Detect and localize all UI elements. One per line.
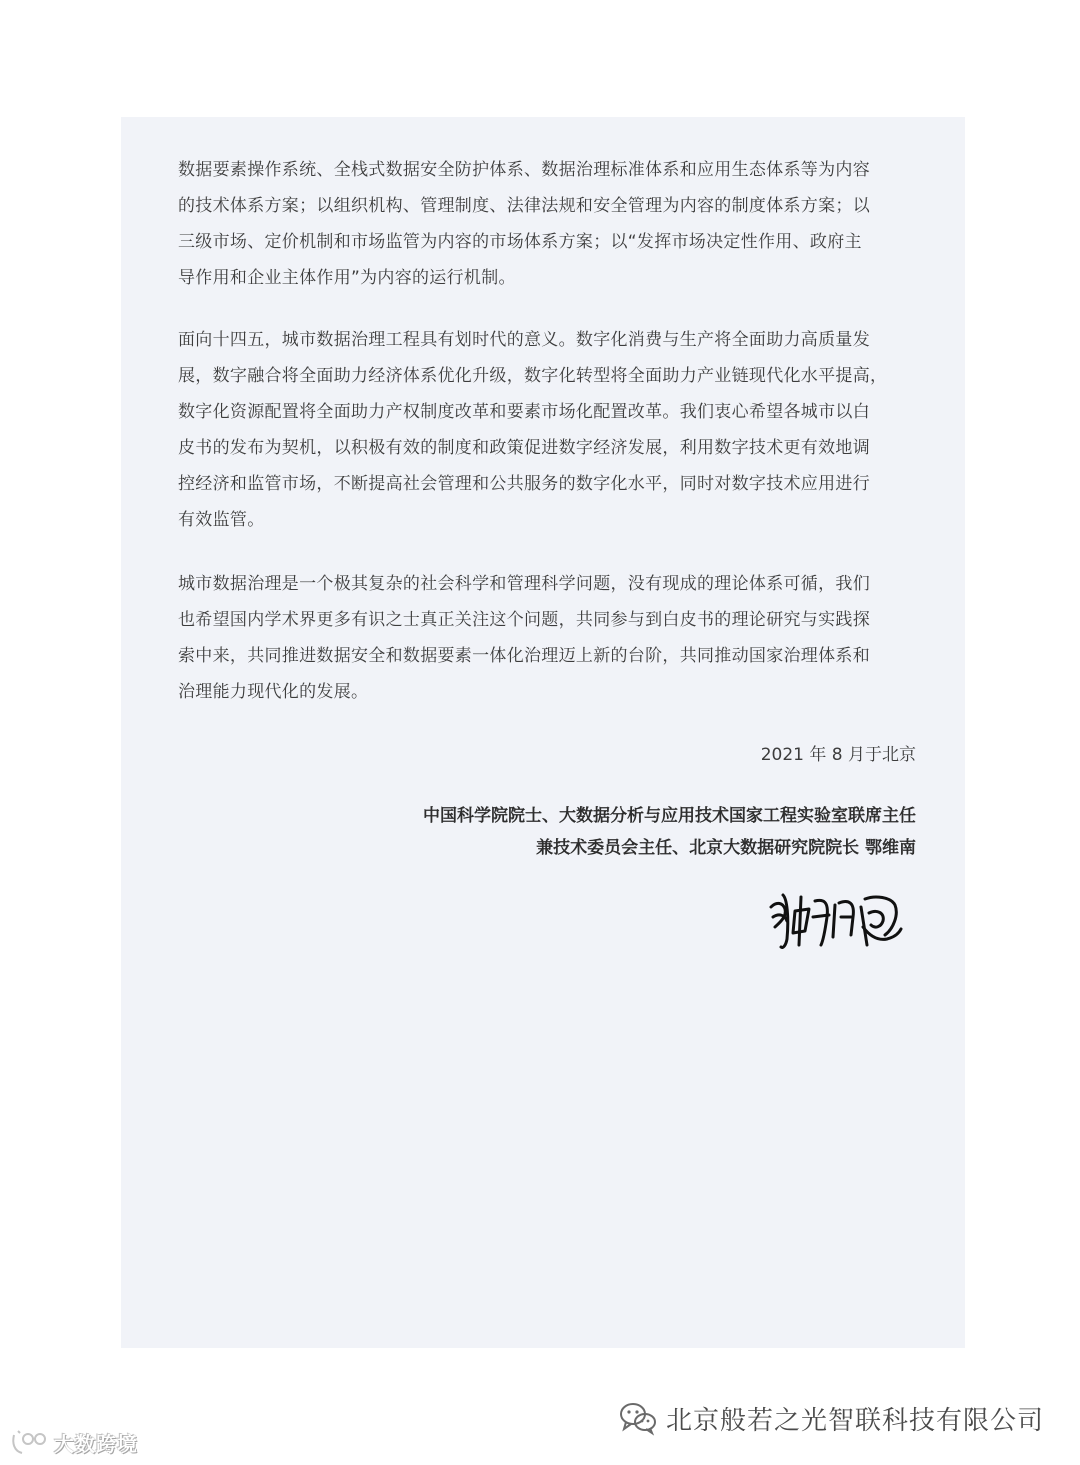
signer-title-line-1: 中国科学院院士、大数据分析与应用技术国家工程实验室联席主任 (423, 806, 916, 826)
paragraph-text: 面向十四五，城市数据治理工程具有划时代的意义。数字化消费与生产将全面助力高质量发 展，数字融合将全面助力经济体系优化升级，数字化转型将全面助力产业链现代化水平提高， 数字化资源配置将全面助力产权制度改革和要素市场化配置改革。我们衷心希望各城市以白 皮书的发布为契机，以积极有效的制度和政策促进数字经济发展，利用数字技术更有效地调 控经济和监管市场，不断提高社会管理和公共服务的数字化水平，同时对数字技术应用进行 有效监管。 (178, 330, 888, 530)
signer-title-line-2: 兼技术委员会主任、北京大数据研究院院长 鄂维南 (536, 838, 916, 858)
body-paragraph-1 (178, 152, 918, 296)
date-line: 2021 年 8 月于北京 (760, 745, 916, 765)
footer-brand-name: 北京般若之光智联科技有限公司 (666, 1405, 1045, 1436)
paragraph-text: 城市数据治理是一个极其复杂的社会科学和管理科学问题，没有现成的理论体系可循，我们 也希望国内学术界更多有识之士真正关注这个问题，共同参与到白皮书的理论研究与实践探 索中来，共同推进数据安全和数据要素一体化治理迈上新的台阶，共同推动国家治理体系和 治理能力现代化的发展。 (178, 574, 870, 702)
watermark-logo-icon (10, 1429, 50, 1457)
paragraph-text: 数据要素操作系统、全栈式数据安全防护体系、数据治理标准体系和应用生态体系等为内容 的技术体系方案；以组织机构、管理制度、法律法规和安全管理为内容的制度体系方案；以 三级市场、定价机制和市场监管为内容的市场体系方案；以“发挥市场决定性作用、政府主 导作用和企业主体作用”为内容的运行机制。 (178, 160, 870, 288)
handwritten-signature-icon (765, 887, 917, 953)
footer-brand (618, 1396, 1044, 1440)
body-paragraph-3 (178, 566, 918, 710)
signer-block (423, 800, 916, 864)
body-paragraph-2 (178, 322, 918, 538)
watermark (10, 1428, 138, 1457)
content-panel (121, 117, 965, 1348)
watermark-text: 大数跨境 (54, 1432, 138, 1456)
wechat-icon (618, 1400, 658, 1436)
